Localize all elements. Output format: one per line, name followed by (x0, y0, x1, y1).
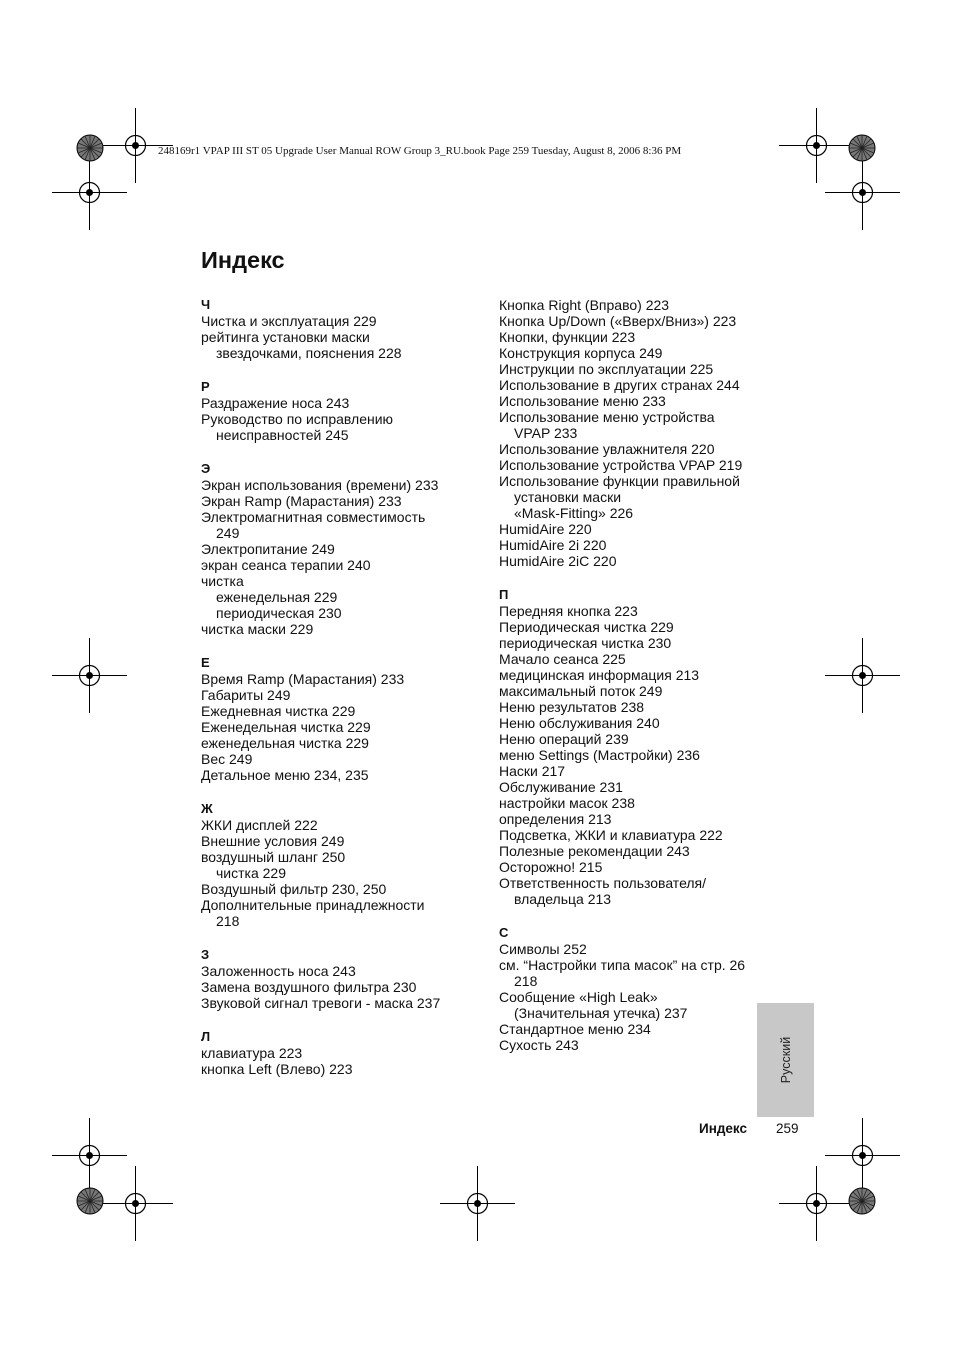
index-section (201, 297, 471, 361)
index-entry: Ежедневная чистка 229 (201, 703, 356, 719)
index-entry: Стандартное меню 234 (499, 1021, 651, 1037)
index-entry: HumidAire 220 (499, 521, 592, 537)
index-entry: Мачало сеанса 225 (499, 651, 626, 667)
section-letter: Е (201, 655, 210, 670)
language-label: Русский (778, 1036, 793, 1084)
index-entry: определения 213 (499, 811, 612, 827)
index-entry: Использование увлажнителя 220 (499, 441, 715, 457)
index-entry: Замена воздушного фильтра 230 (201, 979, 417, 995)
index-entry: Осторожно! 215 (499, 859, 603, 875)
index-section (201, 947, 471, 1011)
crosshair-mark-icon (825, 638, 900, 713)
section-letter: Э (201, 461, 211, 476)
index-entry: меню Settings (Мастройки) 236 (499, 747, 700, 763)
crosshair-mark-icon (98, 1166, 173, 1241)
starburst-mark-icon (76, 134, 104, 162)
index-subentry: звездочками, пояснения 228 (216, 345, 402, 361)
index-subentry: «Mask-Fitting» 226 (514, 505, 634, 521)
crosshair-mark-icon (779, 1166, 854, 1241)
page-number: 259 (776, 1121, 799, 1136)
section-letter: Л (201, 1029, 211, 1044)
index-section (201, 379, 471, 443)
index-subentry: (Значительная утечка) 237 (514, 1005, 688, 1021)
index-entry: Использование меню 233 (499, 393, 666, 409)
index-entry: HumidAire 2iC 220 (499, 553, 617, 569)
index-entry: Полезные рекомендации 243 (499, 843, 690, 859)
index-entry: Подсветка, ЖКИ и клавиатура 222 (499, 827, 723, 843)
index-section (201, 801, 471, 929)
index-entry: Неню обслуживания 240 (499, 715, 660, 731)
section-letter: Р (201, 379, 210, 394)
section-letter: Ч (201, 297, 211, 312)
page-title: Индекс (201, 247, 285, 273)
index-entry: Передняя кнопка 223 (499, 603, 638, 619)
starburst-mark-icon (76, 1187, 104, 1215)
index-entry: Внешние условия 249 (201, 833, 345, 849)
index-entry: настройки масок 238 (499, 795, 635, 811)
index-column-right (499, 297, 764, 1071)
index-entry: Вес 249 (201, 751, 253, 767)
index-section (201, 655, 471, 783)
index-subentry: чистка 229 (216, 865, 286, 881)
index-entry: рейтинга установки маски (201, 329, 370, 345)
index-subentry: установки маски (514, 489, 622, 505)
index-entry: Экран использования (времени) 233 (201, 477, 439, 493)
index-subentry: 218 (514, 973, 538, 989)
index-entry: Чистка и эксплуатация 229 (201, 313, 377, 329)
index-column-left (201, 297, 471, 1095)
index-entry: еженедельная чистка 229 (201, 735, 369, 751)
index-entry: Конструкция корпуса 249 (499, 345, 663, 361)
index-entry: Детальное меню 234, 235 (201, 767, 369, 783)
index-entry: Кнопка Up/Down («Вверх/Вниз») 223 (499, 313, 737, 329)
crosshair-mark-icon (98, 108, 173, 183)
section-letter: З (201, 947, 210, 962)
index-entry: Руководство по исправлению (201, 411, 394, 427)
index-entry: Еженедельная чистка 229 (201, 719, 371, 735)
index-entry: Использование в других странах 244 (499, 377, 740, 393)
index-entry: Экран Ramp (Марастания) 233 (201, 493, 402, 509)
index-subentry: неисправностей 245 (216, 427, 349, 443)
index-entry: Сообщение «High Leak» (499, 989, 658, 1005)
index-entry: воздушный шланг 250 (201, 849, 346, 865)
index-entry: Дополнительные принадлежности (201, 897, 425, 913)
crosshair-mark-icon (52, 638, 127, 713)
index-entry: HumidAire 2i 220 (499, 537, 607, 553)
index-entry: Кнопки, функции 223 (499, 329, 636, 345)
index-entry: Электропитание 249 (201, 541, 335, 557)
section-letter: С (499, 925, 509, 940)
index-entry: чистка (201, 573, 244, 589)
index-entry: кнопка Left (Влево) 223 (201, 1061, 353, 1077)
index-entry: максимальный поток 249 (499, 683, 663, 699)
index-subentry: еженедельная 229 (216, 589, 338, 605)
index-entry: Использование меню устройства (499, 409, 715, 425)
crosshair-mark-icon (825, 155, 900, 230)
index-entry: см. “Настройки типа масок” на стр. 26 (499, 957, 746, 973)
index-entry: Звуковой сигнал тревоги - маска 237 (201, 995, 441, 1011)
index-entry: Заложенность носа 243 (201, 963, 356, 979)
index-entry: Периодическая чистка 229 (499, 619, 674, 635)
index-entry: Символы 252 (499, 941, 587, 957)
index-entry: Время Ramp (Марастания) 233 (201, 671, 405, 687)
index-section (499, 587, 764, 907)
index-entry: Сухость 243 (499, 1037, 579, 1053)
index-entry: Раздражение носа 243 (201, 395, 350, 411)
footer-title: Индекс (699, 1121, 748, 1136)
index-entry: Наски 217 (499, 763, 566, 779)
index-entry: ЖКИ дисплей 222 (201, 817, 318, 833)
crosshair-mark-icon (440, 1166, 515, 1241)
section-letter: Ж (201, 801, 213, 816)
index-entry: Неню результатов 238 (499, 699, 645, 715)
index-subentry: 249 (216, 525, 240, 541)
index-entry: Обслуживание 231 (499, 779, 623, 795)
index-entry: Ответственность пользователя/ (499, 875, 707, 891)
index-subentry: VPAP 233 (514, 425, 578, 441)
index-subentry: владельца 213 (514, 891, 612, 907)
index-entry: Электромагнитная совместимость (201, 509, 426, 525)
index-section (499, 925, 764, 1053)
index-entry: экран сеанса терапии 240 (201, 557, 371, 573)
index-entry: Инструкции по эксплуатации 225 (499, 361, 714, 377)
index-entry: клавиатура 223 (201, 1045, 303, 1061)
index-entry: периодическая чистка 230 (499, 635, 672, 651)
running-header: 248169r1 VPAP III ST 05 Upgrade User Manual ROW Group 3_RU.book Page 259 Tuesday, August 8, 2006 8:36 PM (158, 145, 682, 157)
index-section (201, 461, 471, 637)
starburst-mark-icon (848, 134, 876, 162)
index-entry: Кнопка Right (Вправо) 223 (499, 297, 670, 313)
language-side-tab (757, 1003, 814, 1117)
index-section (201, 1029, 471, 1077)
index-subentry: периодическая 230 (216, 605, 342, 621)
index-entry: Воздушный фильтр 230, 250 (201, 881, 387, 897)
index-section (499, 297, 764, 569)
section-letter: П (499, 587, 509, 602)
starburst-mark-icon (848, 1187, 876, 1215)
index-entry: чистка маски 229 (201, 621, 314, 637)
index-entry: Габариты 249 (201, 687, 291, 703)
index-entry: медицинская информация 213 (499, 667, 700, 683)
index-entry: Неню операций 239 (499, 731, 629, 747)
index-subentry: 218 (216, 913, 240, 929)
index-entry: Использование функции правильной (499, 473, 740, 489)
index-entry: Использование устройства VPAP 219 (499, 457, 743, 473)
